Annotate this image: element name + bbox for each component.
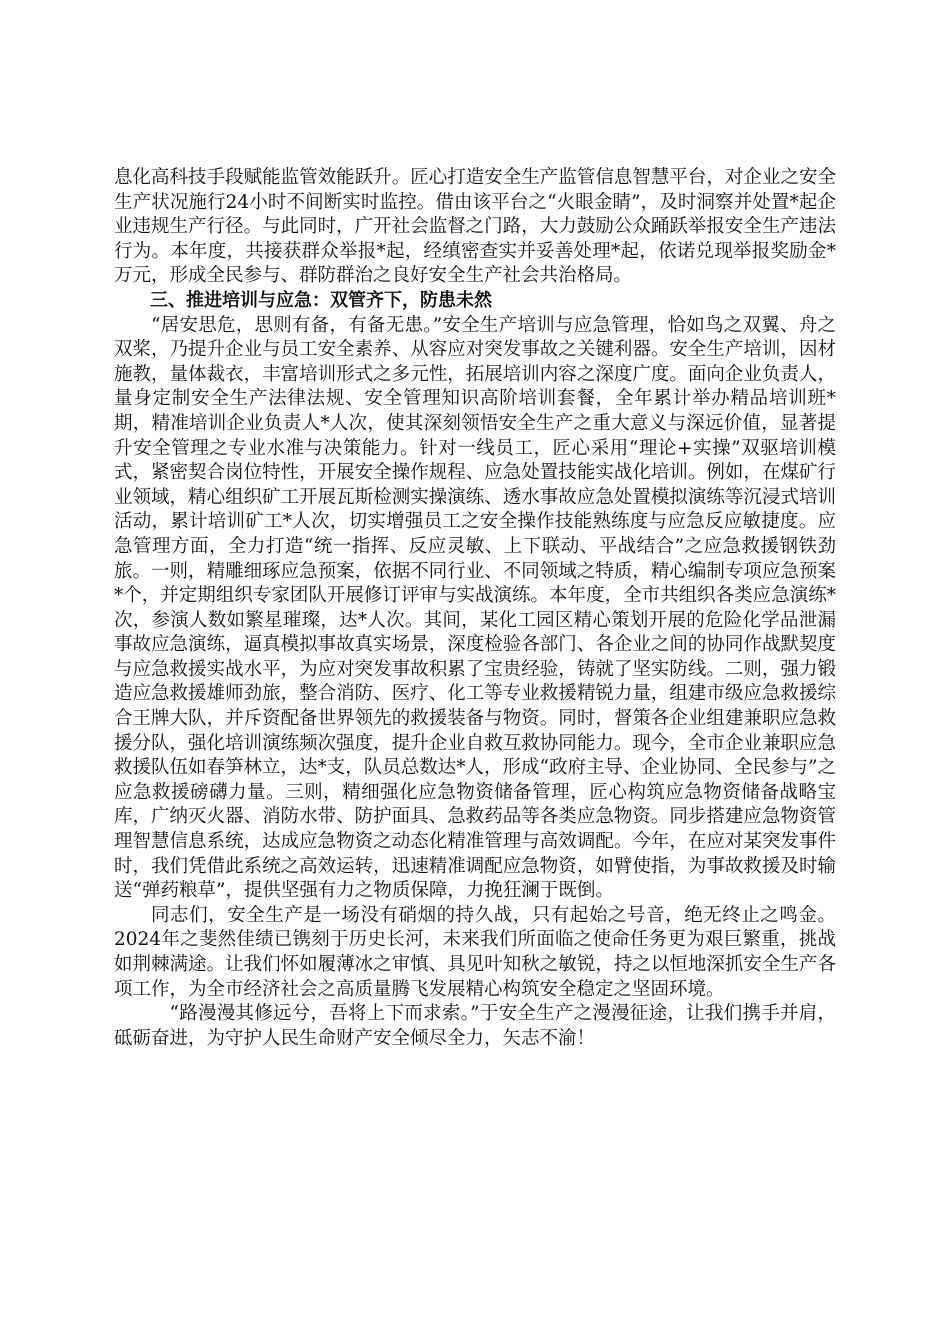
section-heading-3: 三、推进培训与应急：双管齐下，防患未然 — [150, 289, 492, 311]
paragraph-comrades: 同志们，安全生产是一场没有硝烟的持久战，只有起始之号音，绝无终止之鸣金。2024年之斐然佳绩已镌刻于历史长河，未来我们所面临之使命任务更为艰巨繁重，挑战如荆棘满途。让我们怀如履薄冰之审慎、具见叶知秋之敏锐，持之以恒地深抓安全生产各项工作，为全市经济社会之高质量腾飞发展精心构筑安全稳定之坚固环境。 — [114, 904, 836, 1000]
paragraph-continued: 息化高科技手段赋能监管效能跃升。匠心打造安全生产监管信息智慧平台，对企业之安全生产状况施行24小时不间断实时监控。借由该平台之“火眼金睛”，及时洞察并处置*起企业违规生产行径。与此同时，广开社会监督之门路，大力鼓励公众踊跃举报安全生产违法行为。本年度，共接获群众举报*起，经缜密查实并妥善处理*起，依诺兑现举报奖励金*万元，形成全民参与、群防群治之良好安全生产社会共治格局。 — [114, 167, 836, 287]
document-page — [114, 166, 836, 1051]
paragraph-closing-quote: “路漫漫其修远兮，吾将上下而求索。”于安全生产之漫漫征途，让我们携手并肩，砥砺奋进，为守护人民生命财产安全倾尽全力，矢志不渝！ — [114, 1003, 836, 1049]
paragraph-training-emergency: “居安思危，思则有备，有备无患。”安全生产培训与应急管理，恰如鸟之双翼、舟之双桨，乃提升企业与员工安全素养、从容应对突发事故之关键利器。安全生产培训，因材施教，量体裁衣，丰富培训形式之多元性，拓展培训内容之深度广度。面向企业负责人，量身定制安全生产法律法规、安全管理知识高阶培训套餐，全年累计举办精品培训班*期，精准培训企业负责人*人次，使其深刻领悟安全生产之重大意义与深远价值，显著提升安全管理之专业水准与决策能力。针对一线员工，匠心采用“理论+实操”双驱培训模式，紧密契合岗位特性，开展安全操作规程、应急处置技能实战化培训。例如，在煤矿行业领域，精心组织矿工开展瓦斯检测实操演练、透水事故应急处置模拟演练等沉浸式培训活动，累计培训矿工*人次，切实增强员工之安全操作技能熟练度与应急反应敏捷度。应急管理方面，全力打造“统一指挥、反应灵敏、上下联动、平战结合”之应急救援钢铁劲旅。一则，精雕细琢应急预案，依据不同行业、不同领域之特质，精心编制专项应急预案*个，并定期组织专家团队开展修订评审与实战演练。本年度，全市共组织各类应急演练*次，参演人数如繁星璀璨，达*人次。其间，某化工园区精心策划开展的危险化学品泄漏事故应急演练，逼真模拟事故真实场景，深度检验各部门、各企业之间的协同作战默契度与应急救援实战水平，为应对突发事故积累了宝贵经验，铸就了坚实防线。二则，强力锻造应急救援雄师劲旅，整合消防、医疗、化工等专业救援精锐力量，组建市级应急救援综合王牌大队，并斥资配备世界领先的救援装备与物资。同时，督策各企业组建兼职应急救援分队，强化培训演练频次强度，提升企业自救互救协同能力。现今，全市企业兼职应急救援队伍如春笋林立，达*支，队员总数达*人，形成“政府主导、企业协同、全民参与”之应急救援磅礴力量。三则，精细强化应急物资储备管理，匠心构筑应急物资储备战略宝库，广纳灭火器、消防水带、防护面具、急救药品等各类应急物资。同步搭建应急物资管理智慧信息系统，达成应急物资之动态化精准管理与高效调配。今年，在应对某突发事件时，我们凭借此系统之高效运转，迅速精准调配应急物资，如臂使指，为事故救援及时输送“弹药粮草”，提供坚强有力之物质保障，力挽狂澜于既倒。 — [114, 314, 836, 902]
